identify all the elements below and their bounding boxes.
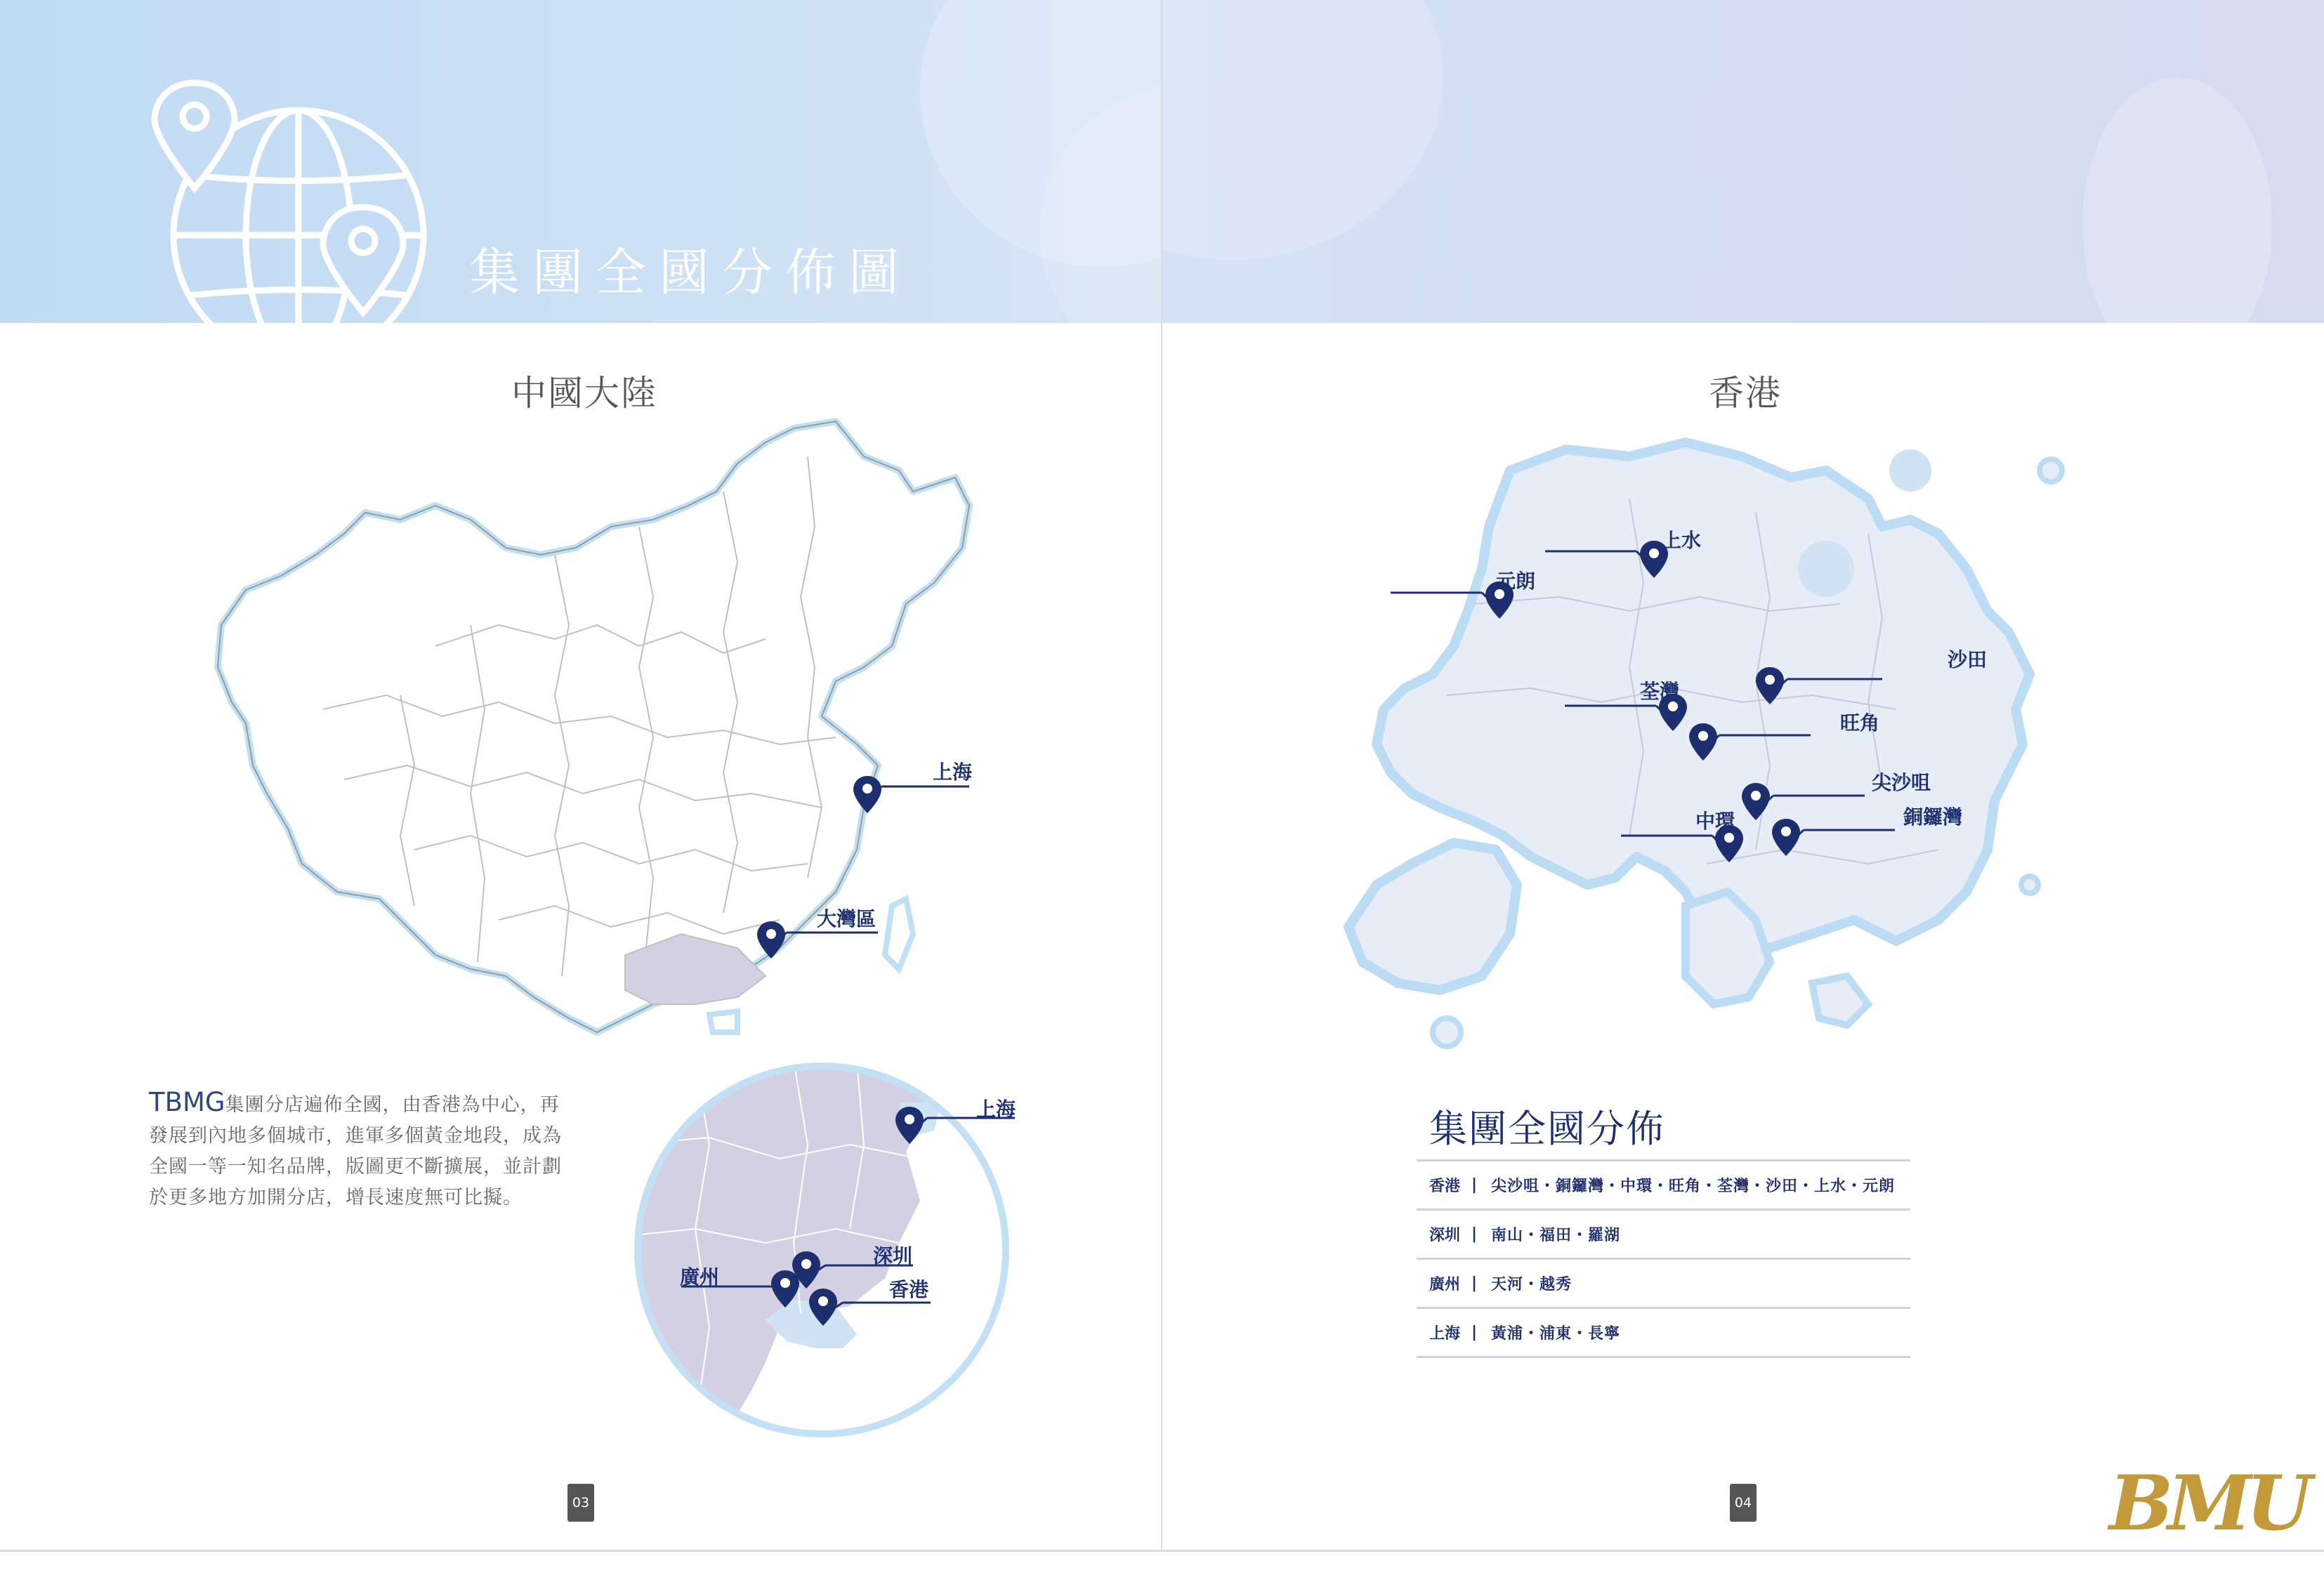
distribution-separator: |: [1471, 1176, 1478, 1194]
distribution-districts: 尖沙咀・銅鑼灣・中環・旺角・荃灣・沙田・上水・元朗: [1491, 1178, 1896, 1195]
globe-location-icon: [151, 70, 446, 323]
bmu-logo: [2109, 1459, 2307, 1548]
distribution-separator: |: [1471, 1225, 1478, 1243]
distribution-title: 集團全國分佈: [1429, 1107, 1665, 1151]
distribution-row: [1417, 1209, 1910, 1258]
pin-label-mong-kok: 旺角: [1840, 711, 1880, 735]
inset-label-hong-kong: 香港: [889, 1278, 929, 1301]
left-banner: [0, 0, 1161, 323]
pin-label-tsim-sha-tsui: 尖沙咀: [1872, 771, 1931, 794]
distribution-city: 廣州: [1429, 1276, 1461, 1293]
banner-decoration: [1162, 0, 1443, 260]
pin-label-shanghai: 上海: [933, 761, 973, 784]
inset-map-east-china: [625, 1060, 1025, 1454]
pin-label-sheung-shui: 上水: [1662, 529, 1702, 552]
pin-label-central: 中環: [1695, 810, 1735, 833]
intro-brand: TBMG: [149, 1087, 225, 1117]
section-title-china: 中國大陸: [511, 373, 657, 414]
pin-label-causeway-bay: 銅鑼灣: [1903, 805, 1963, 829]
map-pin-yuen-long[interactable]: [1391, 581, 1514, 619]
bmu-logo-text: BMU: [2109, 1459, 2307, 1548]
banner-title: 集團全國分佈圖: [469, 243, 912, 302]
distribution-districts: 天河・越秀: [1491, 1276, 1573, 1293]
china-map-shape: [218, 421, 969, 1032]
inset-label-guangzhou: 廣州: [680, 1265, 720, 1289]
distribution-city: 上海: [1429, 1325, 1461, 1343]
distribution-city: 香港: [1429, 1178, 1461, 1195]
pin-label-yuen-long: 元朗: [1496, 570, 1536, 593]
section-title-hong-kong: 香港: [1709, 373, 1782, 414]
right-banner: [1162, 0, 2324, 323]
banner-decoration: [2082, 77, 2272, 323]
distribution-separator: |: [1471, 1275, 1478, 1292]
distribution-table: [1417, 1159, 1910, 1358]
page-number-left: 03: [567, 1484, 594, 1522]
intro-text: 集團分店遍佈全國，由香港為中心，再發展到內地多個城市，進軍多個黃金地段，成為全國一等一知名品牌，版圖更不斷擴展，並計劃於更多地方加開分店，增長速度無可比擬。: [149, 1094, 562, 1209]
pin-label-sha-tin: 沙田: [1948, 648, 1988, 671]
inset-label-shenzhen: 深圳: [873, 1244, 913, 1268]
intro-paragraph: [149, 1087, 570, 1213]
distribution-row: [1417, 1258, 1910, 1307]
left-page: [0, 0, 1161, 1550]
hong-kong-map: [1334, 428, 2142, 1060]
pin-label-tsuen-wan: 荃灣: [1640, 680, 1680, 703]
distribution-districts: 黃浦・浦東・長寧: [1491, 1325, 1621, 1343]
distribution-row: [1417, 1307, 1910, 1358]
pin-label-greater-bay-area: 大灣區: [817, 907, 877, 930]
distribution-row: [1417, 1159, 1910, 1209]
page-bottom-edge: [0, 1550, 2324, 1552]
distribution-separator: |: [1471, 1324, 1478, 1341]
distribution-districts: 南山・福田・羅湖: [1491, 1227, 1621, 1244]
distribution-city: 深圳: [1429, 1227, 1461, 1244]
inset-label-shanghai: 上海: [976, 1098, 1016, 1121]
page-number-right: 04: [1730, 1484, 1757, 1522]
taiwan-shape: [885, 899, 913, 969]
hainan-shape: [709, 1011, 737, 1032]
china-map: [204, 414, 997, 1067]
